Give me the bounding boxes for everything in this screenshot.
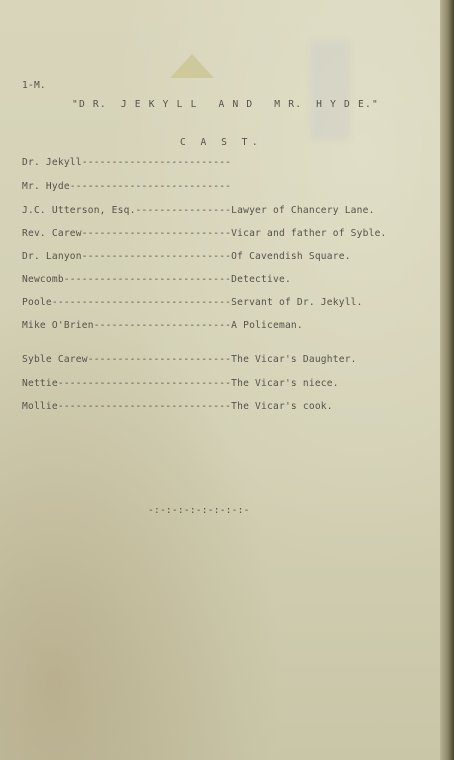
- cast-line-carew: Rev. Carew-------------------------Vicar and father of Syble.: [22, 228, 387, 239]
- section-divider: -:-:-:-:-:-:-:-:-: [148, 505, 250, 516]
- page-edge: [440, 0, 454, 760]
- cast-line-hyde: Mr. Hyde---------------------------: [22, 181, 232, 192]
- cast-line-syble: Syble Carew------------------------The Vicar's Daughter.: [22, 354, 357, 365]
- cast-line-lanyon: Dr. Lanyon-------------------------Of Cavendish Square.: [22, 251, 351, 262]
- cast-line-newcomb: Newcomb----------------------------Detective.: [22, 274, 291, 285]
- cast-heading: C A S T.: [180, 137, 263, 148]
- cast-line-nettie: Nettie-----------------------------The Vicar's niece.: [22, 378, 339, 389]
- play-title: "D R. J E K Y L L A N D M R. H Y D E.": [72, 99, 379, 110]
- cast-line-poole: Poole------------------------------Servant of Dr. Jekyll.: [22, 297, 363, 308]
- cast-line-jekyll: Dr. Jekyll-------------------------: [22, 157, 232, 168]
- cast-line-mollie: Mollie-----------------------------The Vicar's cook.: [22, 401, 333, 412]
- cast-line-obrien: Mike O'Brien-----------------------A Policeman.: [22, 320, 303, 331]
- page-number: 1-M.: [22, 80, 46, 91]
- cast-line-utterson: J.C. Utterson, Esq.----------------Lawyer of Chancery Lane.: [22, 205, 375, 216]
- smudge-mark: [310, 40, 350, 140]
- paper-tab-mark: [170, 54, 214, 78]
